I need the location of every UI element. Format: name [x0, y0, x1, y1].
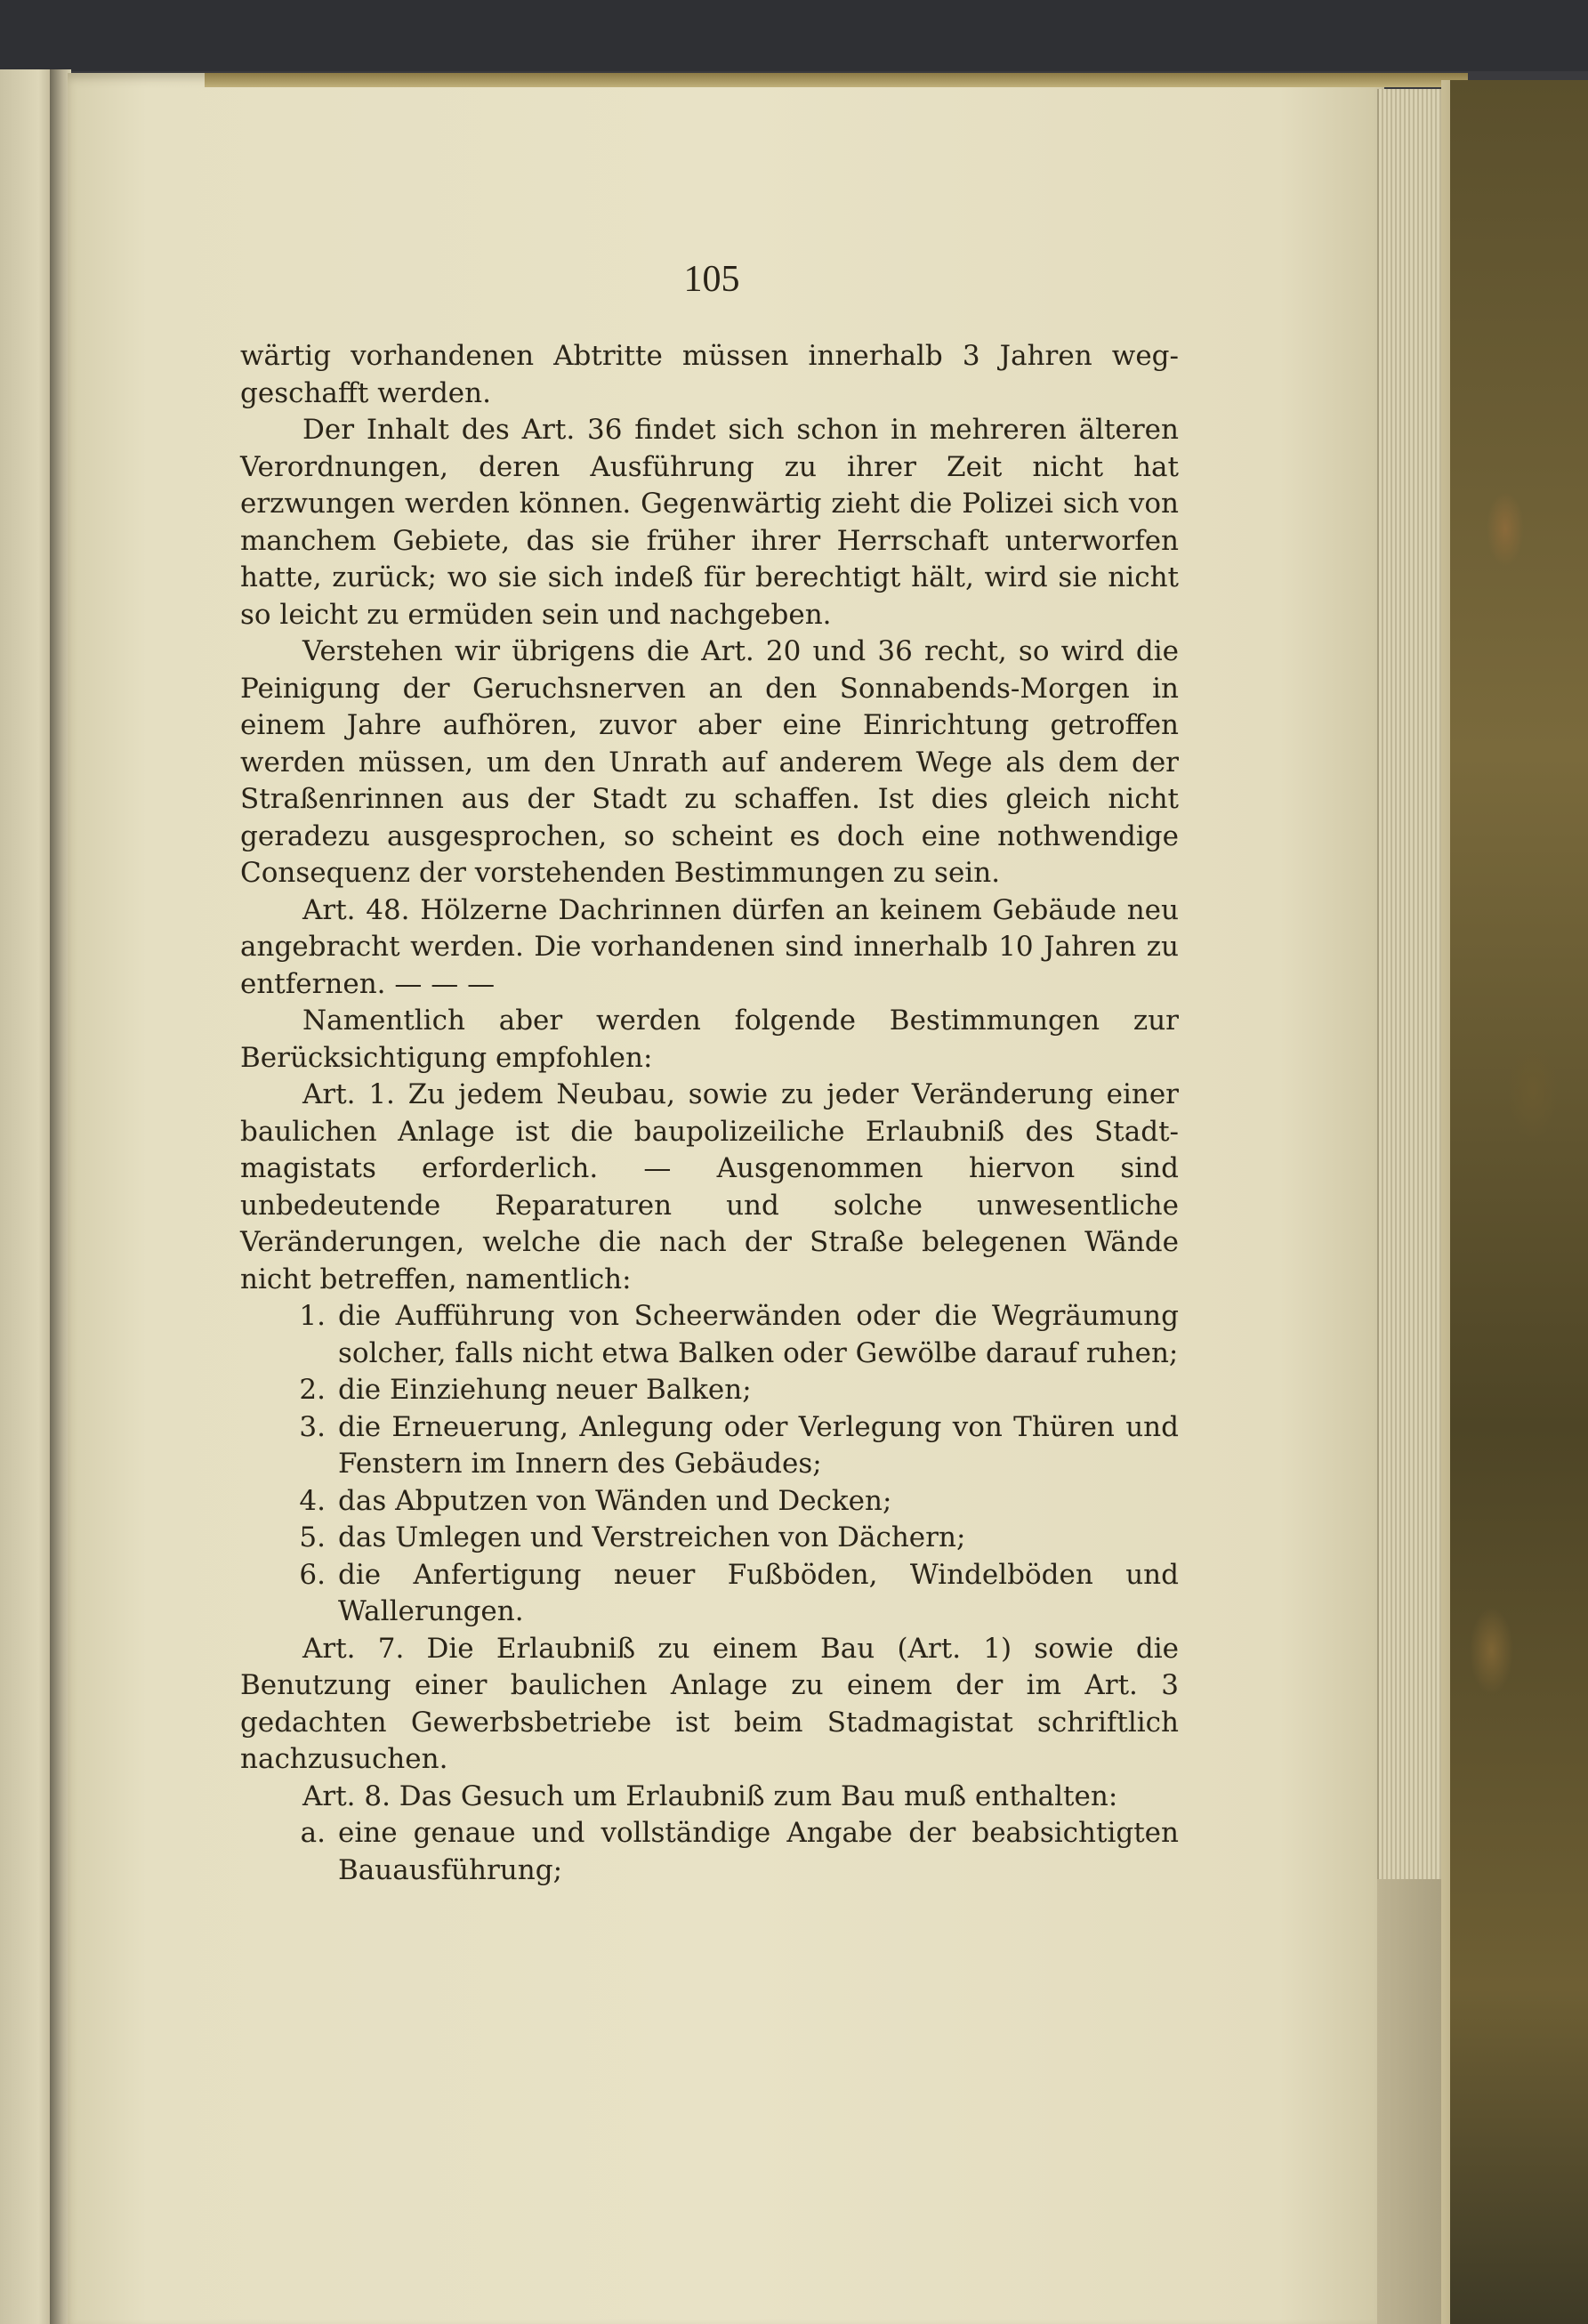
list-item-number: 5. [299, 1521, 326, 1553]
list-item-text: die Aufführung von Scheerwänden oder die Wegräumung solcher, falls nicht etwa Balken oder Gewölbe darauf ruhen; [338, 1300, 1179, 1369]
list-item-number: 4. [299, 1484, 326, 1517]
page-number: 105 [683, 259, 740, 300]
list-item-number: 3. [299, 1410, 326, 1443]
background-strip [0, 0, 1588, 71]
paragraph: Verstehen wir übrigens die Art. 20 und 36 recht, so wird die Peinigung der Geruchsnerven an den Sonnabends-Morgen in einem Jahre aufhören, zuvor aber eine Einrichtung getroffen werden müssen, um den Unrath auf anderem Wege als dem der Straßenrinnen aus der Stadt zu schaffen. Ist dies gleich nicht geradezu ausgesprochen, so scheint es doch eine nothwendige Consequenz der vorstehenden Bestimmungen zu sein. [240, 635, 1179, 889]
paragraph-art-8: Art. 8. Das Gesuch um Erlaubniß zum Bau muß enthalten: [302, 1779, 1118, 1812]
left-page-edge [0, 69, 55, 2324]
list-item [240, 1520, 1179, 1557]
list-item-text: die Erneuerung, Anlegung oder Verlegung von Thüren und Fenstern im Innern des Gebäudes; [338, 1410, 1179, 1480]
list-item [240, 1815, 1179, 1889]
paragraph-continuation: wärtig vorhandenen Abtritte müssen innerhalb 3 Jahren weg-geschafft werden. [240, 340, 1179, 409]
list-item [240, 1483, 1179, 1521]
list-item-letter: a. [300, 1817, 326, 1849]
lettered-list [240, 1815, 1179, 1889]
list-item-text: eine genaue und vollständige Angabe der beabsichtigten Bauausführung; [338, 1817, 1179, 1886]
list-item-text: das Umlegen und Verstreichen von Dächern; [338, 1521, 966, 1553]
paragraph: Der Inhalt des Art. 36 findet sich schon in mehreren älteren Verordnungen, deren Ausführung zu ihrer Zeit nicht hat erzwungen werden können. Gegenwärtig zieht die Polizei sich von manchem Gebiete, das sie früher ihrer Herrschaft unterworfen hatte, zurück; wo sie sich indeß für berechtigt hält, wird sie nicht so leicht zu ermüden sein und nachgeben. [240, 414, 1179, 631]
paragraph: Namentlich aber werden folgende Bestimmungen zur Berücksichtigung empfohlen: [240, 1005, 1179, 1074]
top-binding [205, 73, 1468, 87]
marbled-cover [1450, 80, 1588, 2324]
list-item-text: die Anfertigung neuer Fußböden, Windelböden und Wallerungen. [338, 1558, 1179, 1627]
list-item-text: das Abputzen von Wänden und Decken; [338, 1484, 892, 1517]
list-item-number: 2. [299, 1374, 326, 1406]
list-item [240, 1372, 1179, 1409]
text-block [240, 338, 1179, 1889]
paragraph-art-7: Art. 7. Die Erlaubniß zu einem Bau (Art. 1) sowie die Benutzung einer baulichen Anlage zu einem der im Art. 3 gedachten Gewerbsbetriebe ist beim Stadmagistat schriftlich nachzusuchen. [240, 1632, 1179, 1775]
list-item-number: 6. [299, 1558, 326, 1591]
list-item [240, 1409, 1179, 1483]
numbered-list [240, 1298, 1179, 1631]
list-item [240, 1298, 1179, 1372]
paragraph-art-1: Art. 1. Zu jedem Neubau, sowie zu jeder Veränderung einer baulichen Anlage ist die baupolizeiliche Erlaubniß des Stadt-magistats erforderlich. — Ausgenommen hiervon sind unbedeutende Reparaturen und solche unwesentliche Veränderungen, welche die nach der Straße belegenen Wände nicht betreffen, namentlich: [240, 1078, 1179, 1295]
list-item-number: 1. [299, 1300, 326, 1332]
list-item [240, 1557, 1179, 1631]
list-item-text: die Einziehung neuer Balken; [338, 1374, 752, 1406]
paragraph-art-48: Art. 48. Hölzerne Dachrinnen dürfen an keinem Gebäude neu angebracht werden. Die vorhandenen sind innerhalb 10 Jahren zu entfernen. — — — [240, 893, 1179, 1000]
